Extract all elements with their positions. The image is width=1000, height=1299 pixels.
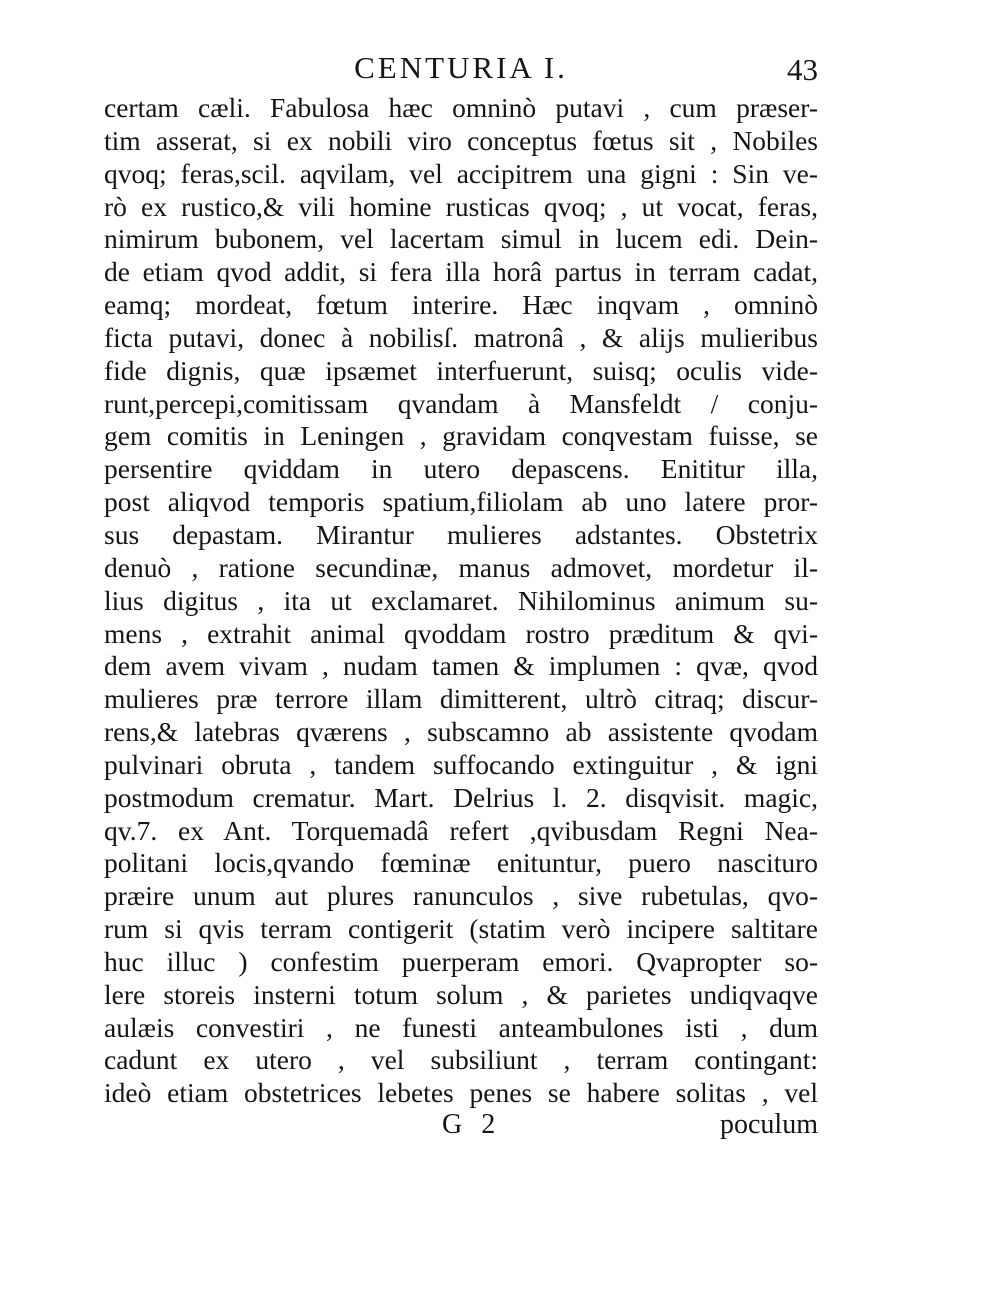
text-line: ficta putavi, donec à nobilisſ. matronâ , & alijs mulieribus (104, 321, 818, 353)
text-line: ideò etiam obstetrices lebetes penes se habere solitas , vel (104, 1077, 818, 1109)
text-line: de etiam qvod addit, si fera illa horâ partus in terram cadat, (104, 256, 818, 288)
text-line: fide dignis, quæ ipsæmet interfuerunt, suisq; oculis vide- (104, 354, 818, 386)
text-line: mens , extrahit animal qvoddam rostro præditum & qvi- (104, 617, 818, 649)
text-line: dem avem vivam , nudam tamen & implumen : qvæ, qvod (104, 650, 818, 682)
text-line: lius digitus , ita ut exclamaret. Nihilominus animum su- (104, 584, 818, 616)
text-line: postmodum crematur. Mart. Delrius l. 2. disqvisit. magic, (104, 781, 818, 813)
text-line: sus depastam. Mirantur mulieres adstantes. Obstetrix (104, 518, 818, 550)
text-line: eamq; mordeat, fœtum interire. Hæc inqvam , omninò (104, 289, 818, 321)
text-line: politani locis,qvando fœminæ enituntur, puero nasciturо (104, 847, 818, 879)
text-line: qv.7. ex Ant. Torquemadâ refert ,qvibusdam Regni Nea- (104, 814, 818, 846)
text-line: cadunt ex utero , vel subsiliunt , terram contingant: (104, 1044, 818, 1076)
text-line: nimirum bubonem, vel lacertam simul in lucem edi. Dein- (104, 223, 818, 255)
text-line: qvoq; feras,scil. aqvilam, vel accipitrem una gigni : Sin ve- (104, 157, 818, 189)
text-line: runt,percepi,comitissam qvandam à Mansfeldt / conju- (104, 387, 818, 419)
text-line: post aliqvod temporis spatium,filiolam ab uno latere pror- (104, 486, 818, 518)
signature-mark: G 2 (442, 1109, 502, 1140)
text-line: lere storeis insterni totum solum , & parietes undiqvaqve (104, 978, 818, 1010)
body-text (104, 92, 818, 1110)
text-line: pulvinari obruta , tandem suffocando extinguitur , & igni (104, 748, 818, 780)
running-title: CENTURIA I. (354, 50, 568, 85)
text-line: huc illuc ) confestim puerperam emori. Qvapropter so- (104, 945, 818, 977)
catchword: poculum (720, 1109, 818, 1140)
text-line: aulæis convestiri , ne funesti anteambulones isti , dum (104, 1011, 818, 1043)
text-line: rens,& latebras qværens , subscamno ab assistente qvodam (104, 716, 818, 748)
text-line: gem comitis in Leningen , gravidam conqvestam fuisse, se (104, 420, 818, 452)
text-line: mulieres præ terrore illam dimitterent, ultrò citraq; discur- (104, 683, 818, 715)
text-line: denuò , ratione secundinæ, manus admovet, mordetur il- (104, 551, 818, 583)
text-line: certam cæli. Fabulosa hæc omninò putavi , cum præser- (104, 92, 818, 123)
text-line: rò ex rustico,& vili homine rusticas qvoq; , ut vocat, feras, (104, 190, 818, 222)
text-line: tim asserat, si ex nobili viro conceptus fœtus sit , Nobiles (104, 124, 818, 156)
page-footer (104, 1109, 818, 1145)
text-line: persentire qviddam in utero depascens. Enititur illa, (104, 453, 818, 485)
page-number: 43 (787, 52, 818, 87)
text-line: præire unum aut plures ranunculos , sive rubetulas, qvo- (104, 880, 818, 912)
text-line: rum si qvis terram contigerit (statim verò incipere saltitare (104, 913, 818, 945)
running-head (104, 50, 818, 94)
